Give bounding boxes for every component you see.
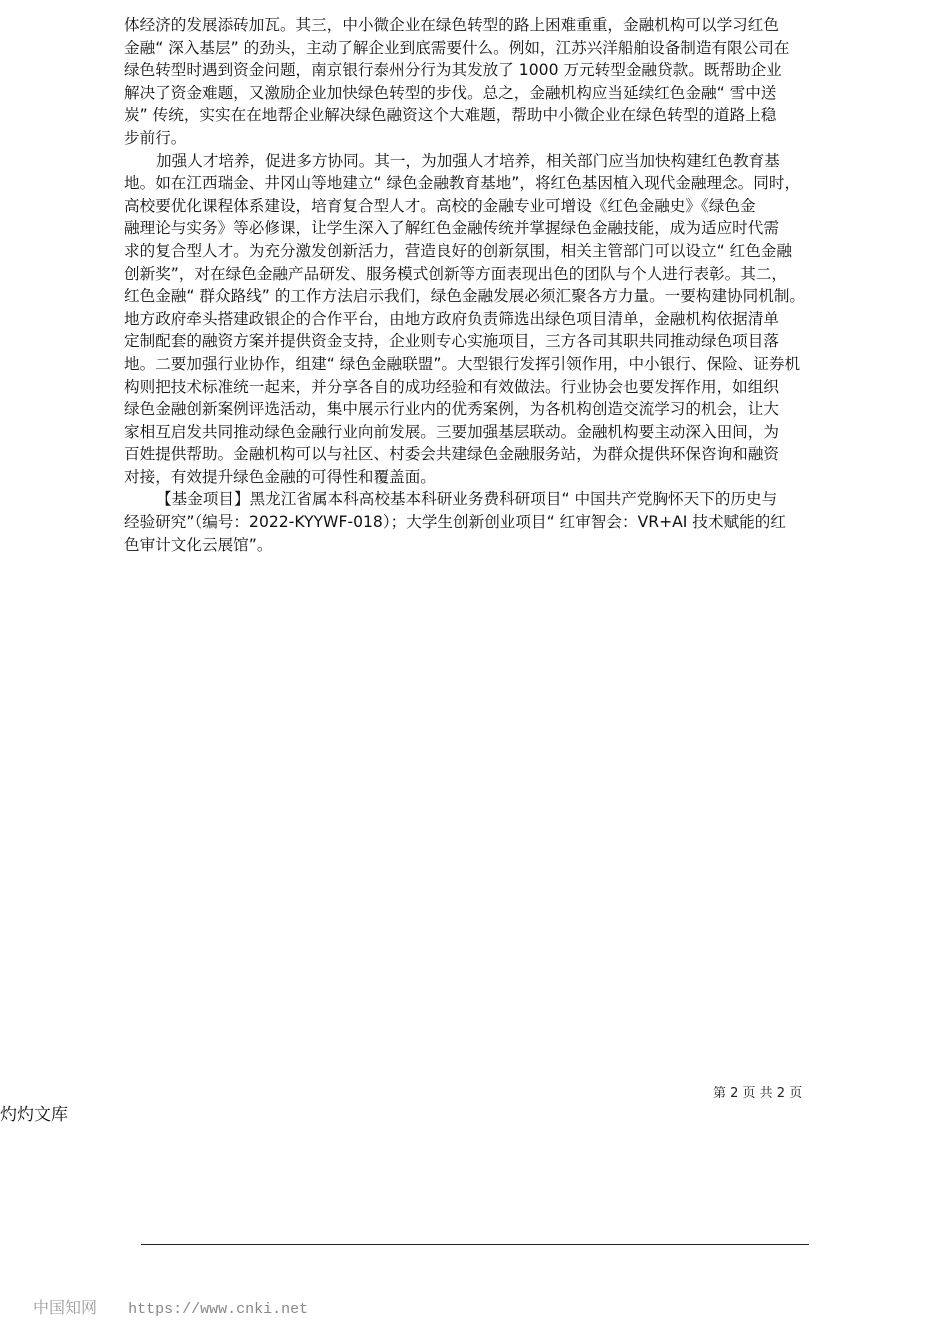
- text-line: 解决了资金难题，又激励企业加快绿色转型的步伐。总之，金融机构应当延续红色金融“ 雪中送: [124, 83, 777, 102]
- text-line: 构则把技术标准统一起来，并分享各自的成功经验和有效做法。行业协会也要发挥作用，如组织: [124, 377, 779, 396]
- divider: [141, 1244, 809, 1245]
- article-body: [124, 14, 844, 556]
- text-line: 经验研究”（编号：2022-KYYWF-018）；大学生创新创业项目“ 红审智会：VR+AI 技术赋能的红: [124, 513, 786, 532]
- source-footer: [33, 1295, 308, 1318]
- paragraph-1: [124, 14, 844, 150]
- watermark-label: 灼灼文库: [0, 1105, 68, 1125]
- text-line: 百姓提供帮助。金融机构可以与社区、村委会共建绿色金融服务站，为群众提供环保咨询和融资: [124, 445, 779, 464]
- text-line: 求的复合型人才。为充分激发创新活力，营造良好的创新氛围，相关主管部门可以设立“ 红色金融: [124, 241, 792, 260]
- funding-note: [124, 488, 844, 556]
- text-line: 地。二要加强行业协作，组建“ 绿色金融联盟”。大型银行发挥引领作用，中小银行、保险、证券机: [124, 354, 801, 373]
- text-line: 体经济的发展添砖加瓦。其三，中小微企业在绿色转型的路上困难重重，金融机构可以学习红色: [124, 16, 779, 34]
- text-line: 炭” 传统，实实在在地帮企业解决绿色融资这个大难题，帮助中小微企业在绿色转型的道路上稳: [124, 106, 777, 125]
- text-line: 加强人才培养，促进多方协同。其一，为加强人才培养，相关部门应当加快构建红色教育基: [156, 151, 780, 170]
- text-line: 【基金项目】黑龙江省属本科高校基本科研业务费科研项目“ 中国共产党胸怀天下的历史与: [156, 490, 778, 509]
- source-site-name: 中国知网: [33, 1298, 98, 1317]
- text-line: 红色金融“ 群众路线” 的工作方法启示我们，绿色金融发展必须汇聚各方力量。一要构建协同机制。: [124, 287, 806, 306]
- text-line: 创新奖”，对在绿色金融产品研发、服务模式创新等方面表现出色的团队与个人进行表彰。其二，: [124, 264, 788, 283]
- text-line: 高校要优化课程体系建设，培育复合型人才。高校的金融专业可增设《红色金融史》《绿色金: [124, 196, 756, 215]
- text-line: 色审计文化云展馆”。: [124, 535, 273, 554]
- source-url-link[interactable]: https://www.cnki.net: [128, 1301, 309, 1318]
- text-line: 家相互启发共同推动绿色金融行业向前发展。三要加强基层联动。金融机构要主动深入田间，为: [124, 422, 779, 441]
- text-line: 绿色转型时遇到资金问题，南京银行泰州分行为其发放了 1000 万元转型金融贷款。既帮助企业: [124, 61, 782, 80]
- paragraph-talent-training: [124, 150, 844, 489]
- text-line: 步前行。: [124, 128, 187, 147]
- text-line: 金融“ 深入基层” 的劲头，主动了解企业到底需要什么。例如，江苏兴洋船舶设备制造有限公司在: [124, 38, 790, 57]
- text-line: 融理论与实务》等必修课，让学生深入了解红色金融传统并掌握绿色金融技能，成为适应时代需: [124, 219, 779, 238]
- text-line: 地方政府牵头搭建政银企的合作平台，由地方政府负责筛选出绿色项目清单，金融机构依据清单: [124, 309, 779, 328]
- text-line: 对接，有效提升绿色金融的可得性和覆盖面。: [124, 467, 436, 486]
- text-line: 地。如在江西瑞金、井冈山等地建立“ 绿色金融教育基地”，将红色基因植入现代金融理念。同时，: [124, 174, 801, 193]
- text-line: 绿色金融创新案例评选活动，集中展示行业内的优秀案例，为各机构创造交流学习的机会，让大: [124, 400, 779, 419]
- text-line: 定制配套的融资方案并提供资金支持，企业则专心实施项目，三方各司其职共同推动绿色项目落: [124, 332, 779, 351]
- page-indicator: 第 2 页 共 2 页: [713, 1086, 803, 1101]
